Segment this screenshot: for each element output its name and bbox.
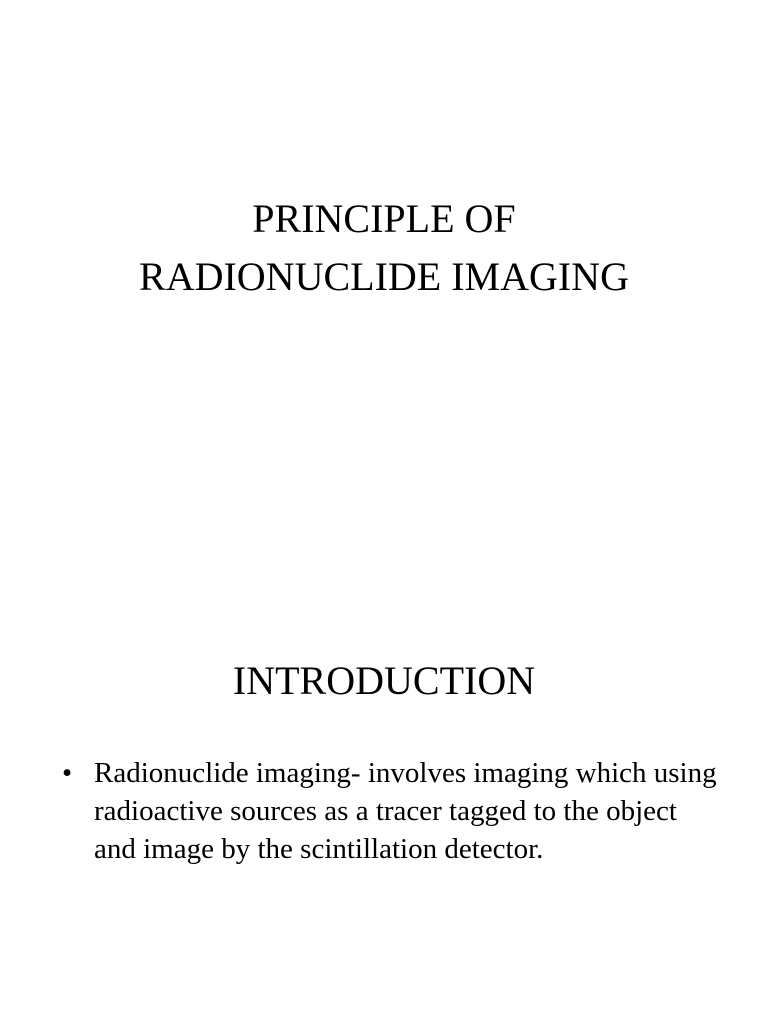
list-item bbox=[60, 754, 720, 868]
bullet-marker: • bbox=[62, 757, 73, 789]
bullet-list bbox=[60, 754, 720, 868]
section-heading: INTRODUCTION bbox=[232, 658, 536, 703]
slide-title-line-1: PRINCIPLE OF bbox=[252, 196, 516, 241]
slide-title bbox=[0, 190, 768, 306]
bullet-text: Radionuclide imaging- involves imaging which using radioactive sources as a tracer tagged to the object and image by the scintillation detector. bbox=[94, 757, 717, 865]
introduction-slide bbox=[0, 512, 768, 1024]
slide-title-line-2: RADIONUCLIDE IMAGING bbox=[139, 254, 629, 299]
